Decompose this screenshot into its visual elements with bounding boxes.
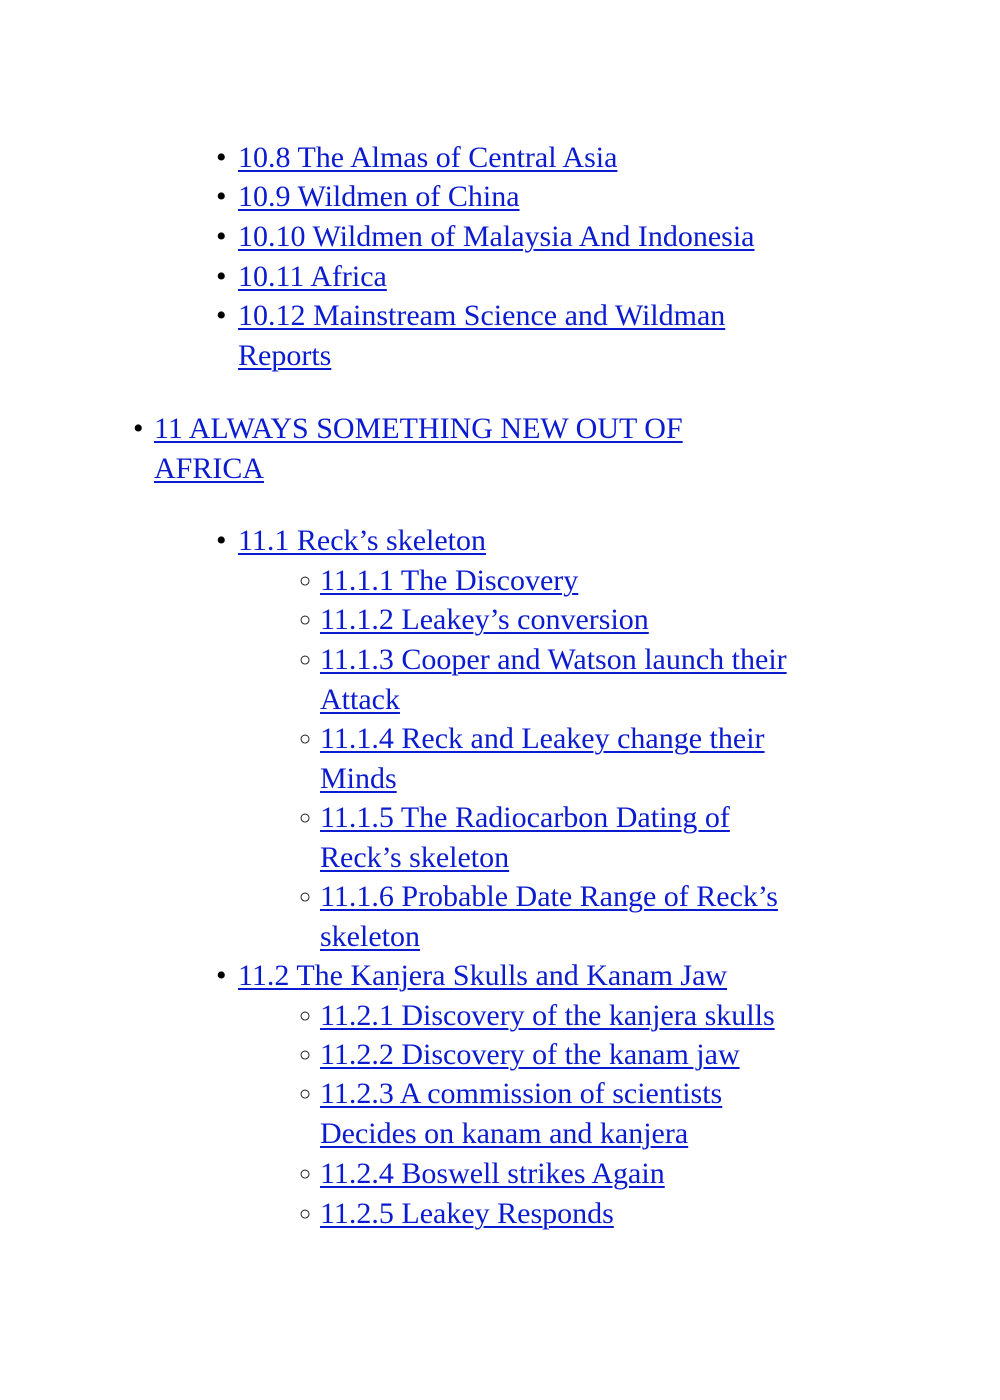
bullet-circle: ○ — [299, 1005, 312, 1027]
bullet-disc: • — [133, 412, 144, 445]
toc-link-11-2-4[interactable]: 11.2.4 Boswell strikes Again — [320, 1157, 665, 1190]
toc-link-11-1-2[interactable]: 11.1.2 Leakey’s conversion — [320, 603, 649, 636]
bullet-circle: ○ — [299, 609, 312, 631]
bullet-disc: • — [216, 180, 227, 213]
toc-link-11-1-6-line2: skeleton — [320, 920, 420, 953]
bullet-circle: ○ — [299, 1203, 312, 1225]
toc-link-11[interactable] — [154, 412, 683, 485]
bullet-disc: • — [216, 260, 227, 293]
bullet-circle: ○ — [299, 1044, 312, 1066]
toc-item-10-9 — [238, 177, 520, 217]
toc-item-11-2-2 — [320, 1035, 740, 1075]
toc-link-10-11[interactable]: 10.11 Africa — [238, 260, 387, 293]
toc-link-11-2-3-line2: Decides on kanam and kanjera — [320, 1117, 689, 1150]
bullet-circle: ○ — [299, 728, 312, 750]
toc-link-10-12[interactable] — [238, 299, 725, 372]
toc-link-10-12-line1: 10.12 Mainstream Science and Wildman — [238, 299, 726, 332]
toc-item-10-8 — [238, 138, 617, 178]
toc-link-11-1-6-line1: 11.1.6 Probable Date Range of Reck’s — [320, 880, 778, 913]
bullet-disc: • — [216, 220, 227, 253]
toc-item-11-2-1 — [320, 996, 775, 1036]
toc-item-10-10 — [238, 217, 755, 257]
toc-item-11-1-6 — [320, 877, 778, 957]
toc-link-11-1-5[interactable] — [320, 801, 730, 874]
toc-link-10-8[interactable]: 10.8 The Almas of Central Asia — [238, 141, 618, 174]
bullet-circle: ○ — [299, 886, 312, 908]
bullet-circle: ○ — [299, 649, 312, 671]
toc-link-11-1-5-line1: 11.1.5 The Radiocarbon Dating of — [320, 801, 730, 834]
toc-item-11-2-5 — [320, 1194, 614, 1234]
bullet-circle: ○ — [299, 570, 312, 592]
toc-link-11-1-6[interactable] — [320, 880, 778, 953]
toc-item-11-2 — [238, 956, 727, 996]
toc-link-10-10[interactable]: 10.10 Wildmen of Malaysia And Indonesia — [238, 220, 755, 253]
toc-link-11-1-3-line2: Attack — [320, 683, 400, 716]
toc-item-11-1-4 — [320, 719, 838, 799]
toc-link-10-12-line2: Reports — [238, 339, 332, 372]
toc-link-11-1-3-line1: 11.1.3 Cooper and Watson launch their — [320, 643, 787, 676]
bullet-circle: ○ — [299, 1163, 312, 1185]
bullet-disc: • — [216, 141, 227, 174]
toc-link-11-1-4-line1: 11.1.4 Reck and Leakey change their — [320, 722, 765, 755]
toc-link-11-1[interactable]: 11.1 Reck’s skeleton — [238, 524, 487, 557]
bullet-disc: • — [216, 959, 227, 992]
toc-item-11-1-2 — [320, 600, 649, 640]
toc-link-11-2-3-line1: 11.2.3 A commission of scientists — [320, 1077, 723, 1110]
toc-link-11-line1: 11 ALWAYS SOMETHING NEW OUT OF — [154, 412, 683, 445]
toc-link-11-1-1[interactable]: 11.1.1 The Discovery — [320, 564, 579, 597]
toc-link-10-9[interactable]: 10.9 Wildmen of China — [238, 180, 520, 213]
toc-item-10-11 — [238, 257, 387, 297]
toc-link-11-2-3[interactable] — [320, 1077, 722, 1150]
toc-link-11-line2: AFRICA — [154, 452, 265, 485]
toc-link-11-2[interactable]: 11.2 The Kanjera Skulls and Kanam Jaw — [238, 959, 728, 992]
toc-item-11-1-3 — [320, 640, 787, 720]
toc-link-11-1-4-line2: Minds — [320, 762, 397, 795]
toc-link-11-2-1[interactable]: 11.2.1 Discovery of the kanjera skulls — [320, 999, 775, 1032]
toc-link-11-1-3[interactable] — [320, 643, 787, 716]
bullet-circle: ○ — [299, 807, 312, 829]
toc-link-11-1-4[interactable] — [320, 722, 765, 795]
toc-item-11-1-1 — [320, 561, 578, 601]
toc-item-11 — [154, 409, 837, 489]
bullet-disc: • — [216, 299, 227, 332]
bullet-circle: ○ — [299, 1083, 312, 1105]
toc-item-11-2-3 — [320, 1074, 838, 1154]
toc-item-10-12 — [238, 296, 838, 376]
toc-link-11-2-5[interactable]: 11.2.5 Leakey Responds — [320, 1197, 614, 1230]
toc-item-11-1-5 — [320, 798, 838, 878]
bullet-disc: • — [216, 524, 227, 557]
toc-link-11-1-5-line2: Reck’s skeleton — [320, 841, 510, 874]
toc-item-11-1 — [238, 521, 486, 561]
toc-item-11-2-4 — [320, 1154, 665, 1194]
toc-link-11-2-2[interactable]: 11.2.2 Discovery of the kanam jaw — [320, 1038, 740, 1071]
